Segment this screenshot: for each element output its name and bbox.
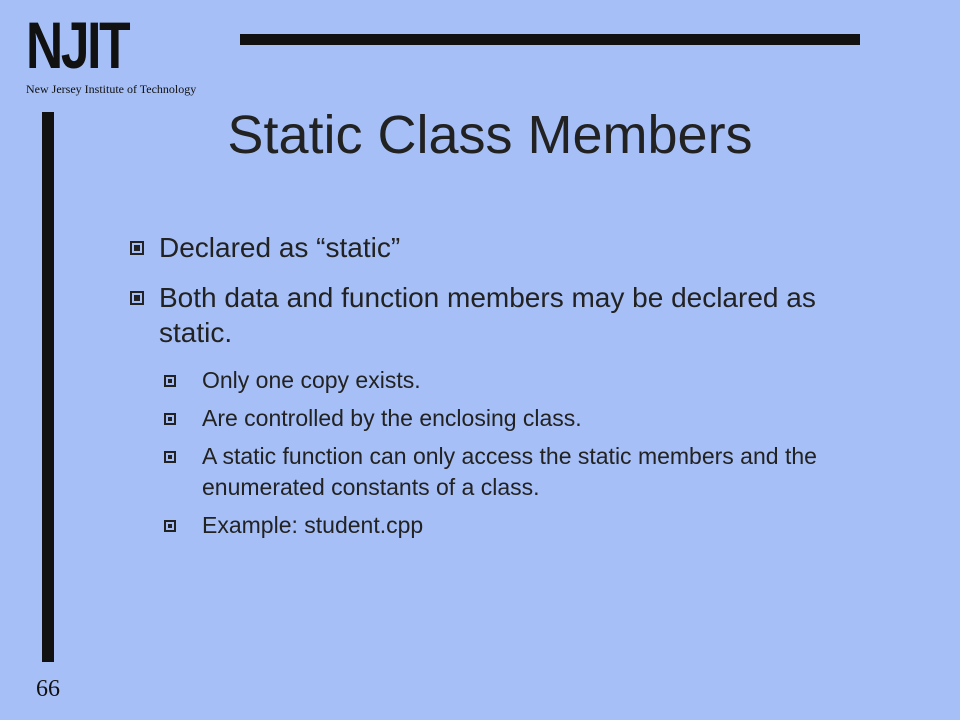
bullet-item [130, 280, 850, 350]
sub-bullet-text: Are controlled by the enclosing class. [202, 405, 582, 431]
slide-title: Static Class Members [227, 105, 753, 165]
sub-bullet-item [164, 403, 850, 434]
bullet-text: Both data and function members may be declared as static. [159, 282, 816, 348]
diamond-bullet-icon [164, 375, 176, 387]
page-number: 66 [36, 676, 60, 702]
top-horizontal-rule [240, 34, 860, 45]
diamond-bullet-icon [130, 291, 144, 305]
diamond-bullet-icon [164, 451, 176, 463]
logo-wordmark: NJIT [26, 8, 129, 82]
sub-bullet-item [164, 441, 850, 503]
sub-bullet-text: Only one copy exists. [202, 367, 421, 393]
diamond-bullet-icon [164, 520, 176, 532]
bullet-item [130, 230, 850, 265]
left-vertical-rule [42, 112, 54, 662]
bullet-text: Declared as “static” [159, 232, 401, 263]
sub-bullet-item [164, 510, 850, 541]
sub-bullet-text: A static function can only access the static members and the enumerated constants of a class. [202, 443, 817, 500]
diamond-bullet-icon [130, 241, 144, 255]
sub-bullet-item [164, 365, 850, 396]
njit-logo [26, 8, 197, 97]
diamond-bullet-icon [164, 413, 176, 425]
bullet-list [130, 230, 850, 548]
sub-bullet-text: Example: student.cpp [202, 512, 424, 538]
logo-subtitle: New Jersey Institute of Technology [26, 82, 197, 96]
